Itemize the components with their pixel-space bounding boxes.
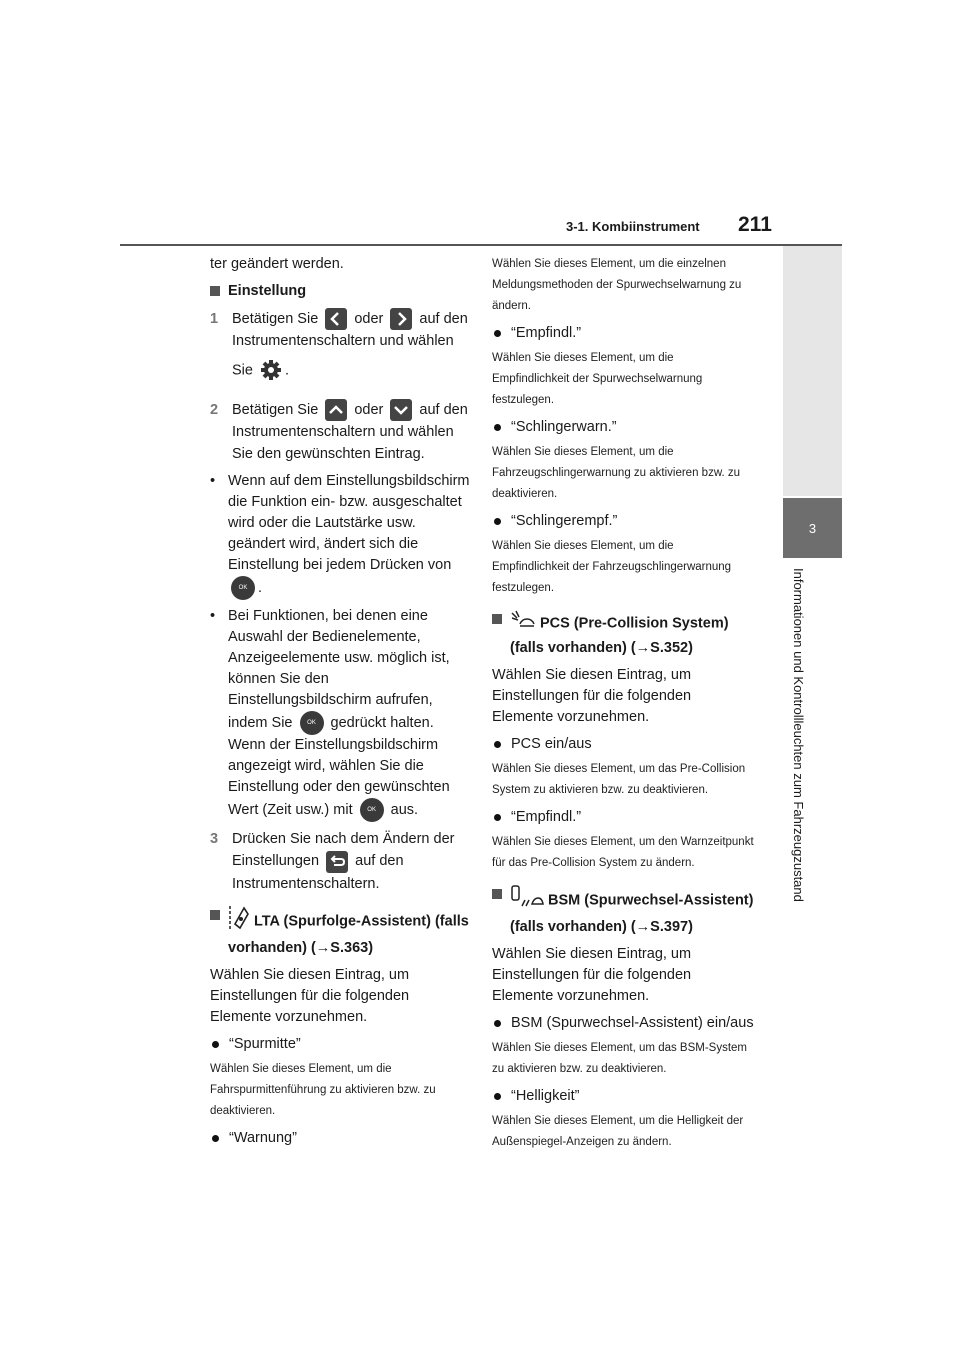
heading-text: PCS (Pre-Collision System) (falls vorhanden) (→S.352) <box>510 615 729 656</box>
item-helligkeit <box>492 1086 754 1107</box>
ok-button-icon: OK <box>231 576 255 600</box>
item-description: Wählen Sie dieses Element, um die Fahrspurmittenführung zu aktivieren bzw. zu deaktivieren. <box>210 1062 436 1117</box>
item-description: Wählen Sie dieses Element, um die Fahrzeugschlingerwarnung zu aktivieren bzw. zu deaktivieren. <box>492 446 741 500</box>
bsm-icon <box>510 884 544 917</box>
heading-text: Einstellung <box>228 283 307 299</box>
chevron-up-icon <box>325 399 347 421</box>
gear-icon <box>259 358 283 389</box>
square-bullet-icon <box>492 614 502 624</box>
square-bullet-icon <box>210 286 220 296</box>
intro-text: ter geändert werden. <box>210 256 344 272</box>
heading-lta <box>210 905 470 959</box>
square-bullet-icon <box>210 910 220 920</box>
ok-button-icon: OK <box>360 798 384 822</box>
item-warnung <box>210 1128 470 1149</box>
item-description: Wählen Sie dieses Element, um die Empfindlichkeit der Spurwechselwarnung festzulegen. <box>492 352 703 406</box>
heading-text: LTA (Spurfolge-Assistent) (falls vorhanden) (→S.363) <box>228 912 469 956</box>
item-spurmitte <box>210 1034 470 1055</box>
section-title: 3-1. Kombiinstrument <box>566 219 700 234</box>
heading-bsm <box>492 884 754 938</box>
note-1 <box>210 471 470 600</box>
step-text: Betätigen Sie <box>232 311 319 327</box>
bullet-dot <box>494 814 501 821</box>
item-label: “Schlingerempf.” <box>511 513 618 529</box>
bullet-dot <box>494 424 501 431</box>
item-label: “Empfindl.” <box>511 809 582 825</box>
step-text: auf den Instrumentenschaltern. <box>232 853 404 892</box>
lta-intro: Wählen Sie diesen Eintrag, um Einstellungen für die folgenden Elemente vorzunehmen. <box>210 966 410 1025</box>
step-text: oder <box>354 311 384 327</box>
note-text: aus. <box>390 802 419 819</box>
chevron-right-icon <box>390 308 412 330</box>
item-label: BSM (Spurwechsel-Assistent) ein/aus <box>511 1015 754 1031</box>
note-text: Bei Funktionen, bei denen eine Auswahl der Bedienelemente, Anzeigeelemente usw. möglich ist, können Sie den Einstellungsbildschirm aufrufen, indem Sie <box>228 608 450 732</box>
step-text: oder <box>354 402 384 419</box>
item-label: “Empfindl.” <box>511 325 582 341</box>
heading-pcs <box>492 609 754 659</box>
pcs-icon <box>510 609 536 638</box>
item-description: Wählen Sie dieses Element, um den Warnzeitpunkt für das Pre-Collision System zu ändern. <box>492 836 754 869</box>
item-label: PCS ein/aus <box>511 736 592 752</box>
chevron-left-icon <box>325 308 347 330</box>
bullet-dot <box>494 1093 501 1100</box>
back-icon <box>326 851 348 873</box>
item-description: Wählen Sie dieses Element, um das Pre-Collision System zu aktivieren bzw. zu deaktivieren. <box>492 763 746 796</box>
chapter-tab: 3 <box>783 498 842 558</box>
lta-icon <box>228 905 250 938</box>
side-tab-strip <box>783 246 842 496</box>
chevron-down-icon <box>390 399 412 421</box>
left-column <box>210 254 470 1153</box>
step-text: . <box>285 362 290 379</box>
step-number: 3 <box>210 831 219 848</box>
step-number: 2 <box>210 402 219 419</box>
chapter-title: Informationen und Kontrollleuchten zum Fahrzeugzustand <box>791 568 806 902</box>
item-schlingerempf <box>492 511 754 532</box>
header-divider <box>120 244 842 246</box>
item-description: Wählen Sie dieses Element, um die Helligkeit der Außenspiegel-Anzeigen zu ändern. <box>492 1115 744 1148</box>
note-text: Wenn auf dem Einstellungsbildschirm die Funktion ein- bzw. ausgeschaltet wird oder die Lautstärke usw. geändert wird, ändert sich die Einstellung bei jedem Drücken von <box>228 473 470 574</box>
item-description: Wählen Sie dieses Element, um das BSM-System zu aktivieren bzw. zu deaktivieren. <box>492 1042 748 1075</box>
item-label: “Helligkeit” <box>511 1088 580 1104</box>
item-empfindl-lta <box>492 323 754 344</box>
step-text: Betätigen Sie <box>232 402 319 419</box>
item-pcs <box>492 734 754 755</box>
step-text: auf den Instrumentenschaltern und wählen <box>232 311 468 350</box>
bullet-dot <box>494 1020 501 1027</box>
step-number: 1 <box>210 311 219 327</box>
heading-text: BSM (Spurwechsel-Assistent) (falls vorhanden) (→S.397) <box>510 892 754 935</box>
item-schlingerwarn <box>492 417 754 438</box>
item-label: “Schlingerwarn.” <box>511 419 617 435</box>
item-description: Wählen Sie dieses Element, um die einzelnen Meldungsmethoden der Spurwechselwarnung zu ändern. <box>492 258 742 312</box>
bullet-dot <box>494 741 501 748</box>
bsm-intro: Wählen Sie diesen Eintrag, um Einstellungen für die folgenden Elemente vorzunehmen. <box>492 946 692 1004</box>
heading-settings <box>210 281 470 302</box>
note-text: gedrückt halten. Wenn der Einstellungsbildschirm angezeigt wird, wählen Sie die Einstellung oder den gewünschten Wert (Zeit usw.) mit <box>228 715 450 819</box>
note-2 <box>210 606 470 822</box>
ok-button-icon: OK <box>300 711 324 735</box>
pcs-intro: Wählen Sie diesen Eintrag, um Einstellungen für die folgenden Elemente vorzunehmen. <box>492 667 692 725</box>
square-bullet-icon <box>492 889 502 899</box>
step-3 <box>210 828 470 894</box>
page-number: 211 <box>738 213 772 236</box>
bullet-dot <box>494 518 501 525</box>
step-text: auf den Instrumentenschaltern und wählen Sie den gewünschten Eintrag. <box>232 402 468 463</box>
item-empfindl-pcs <box>492 807 754 828</box>
step-text: Sie <box>232 362 253 379</box>
right-column <box>492 254 754 1159</box>
step-text: Drücken Sie nach dem Ändern der Einstellungen <box>232 831 455 870</box>
note-text: . <box>258 580 263 597</box>
note-marker: • <box>210 608 216 625</box>
note-marker: • <box>210 473 216 490</box>
step-2 <box>210 399 470 465</box>
step-1 <box>210 308 470 389</box>
item-label: “Warnung” <box>229 1129 297 1146</box>
bullet-dot <box>212 1041 219 1048</box>
bullet-dot <box>212 1135 219 1142</box>
bullet-dot <box>494 330 501 337</box>
item-label: “Spurmitte” <box>229 1035 301 1052</box>
item-bsm <box>492 1013 754 1034</box>
item-description: Wählen Sie dieses Element, um die Empfindlichkeit der Fahrzeugschlingerwarnung festzulegen. <box>492 540 732 594</box>
